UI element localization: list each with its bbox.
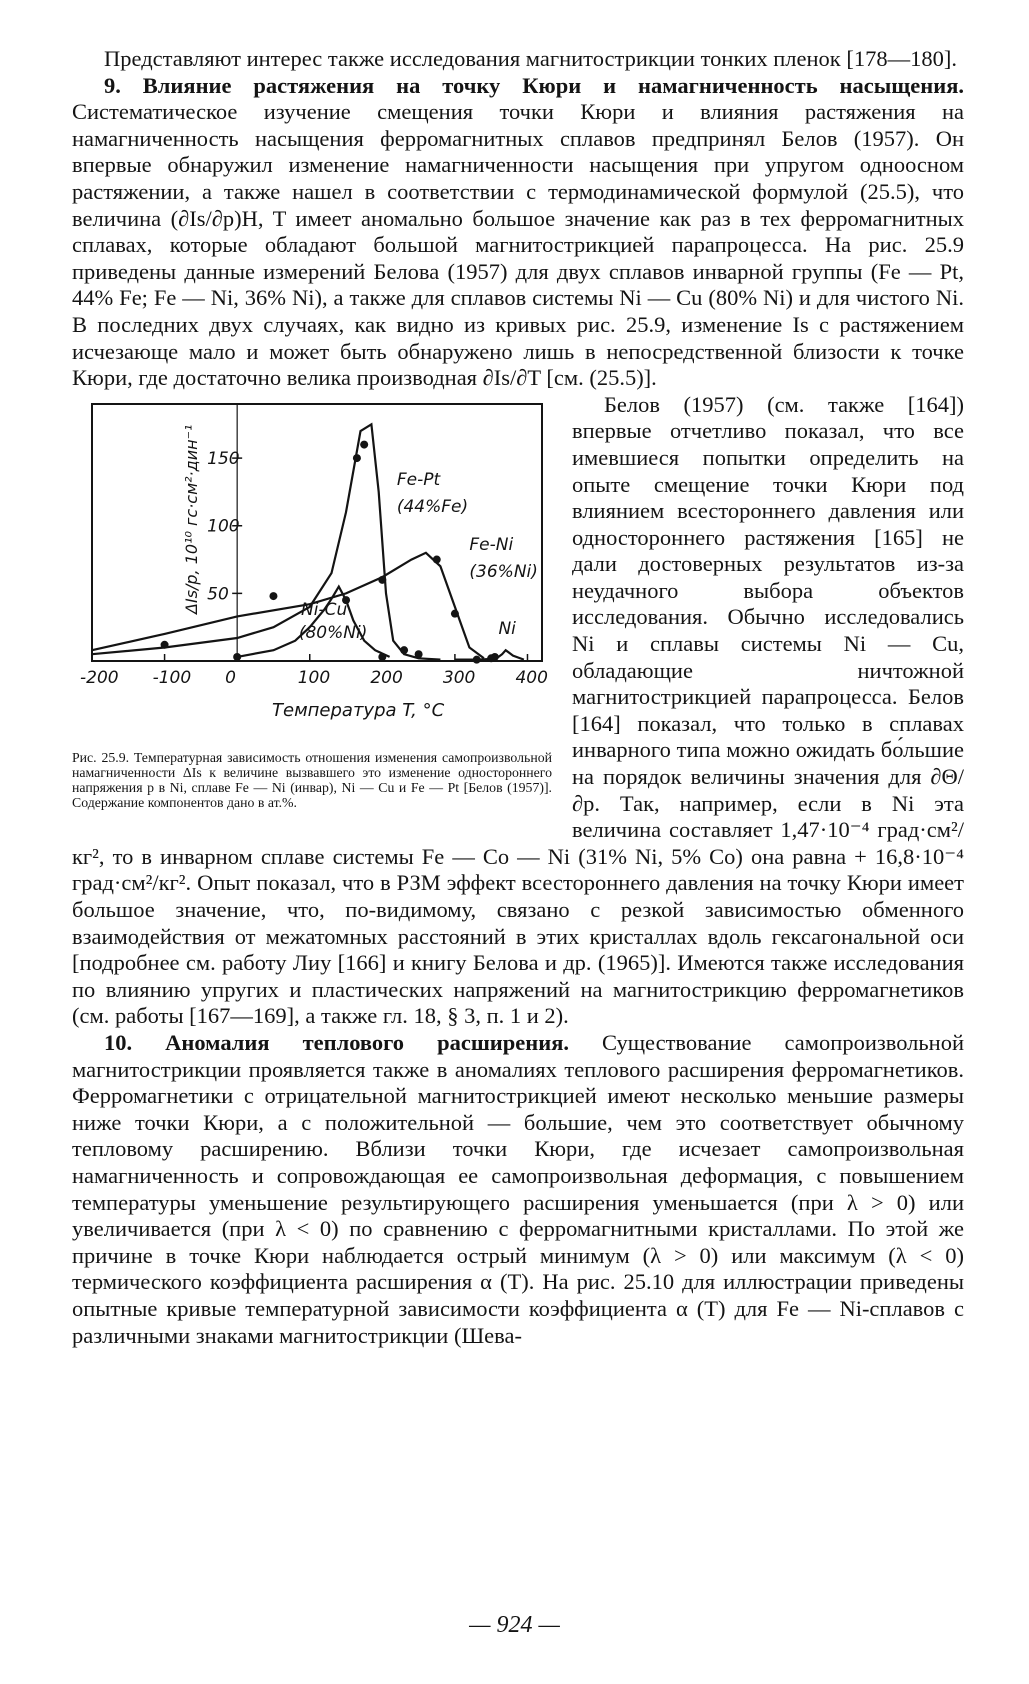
label-fe-pt: Fe-Pt [396,469,441,490]
x-tick-label: 0 [225,667,236,688]
section-9 [72,73,964,392]
data-point [473,655,481,663]
data-point [360,440,368,448]
data-point [491,653,499,661]
page-number: — 924 — [469,1612,560,1638]
series-line-0 [92,424,440,659]
section-9-heading: 9. Влияние растяжения на точку Кюри и намагниченность насыщения. [104,72,964,98]
data-point [378,653,386,661]
figure-25-9 [72,396,552,832]
label-fe-ni: Fe-Ni [469,534,514,555]
y-axis-label: ΔIs/p, 10¹⁰ гс·см²·дин⁻¹ [182,424,202,614]
section-10-heading: 10. Аномалия теплового расширения. [104,1029,569,1055]
page-body [72,46,964,1349]
section-10-text: Существование самопроизвольной магнитострикции проявляется также в аномалиях теплового расширения ферромагнетиков. Ферромагнетики с отрицательной магнитострикцией имеют несколько меньшие размеры ниже точки Кюри, а с положительной — большие, чем это соответствует обычному тепловому расширению. Вблизи точки Кюри, где исчезает самопроизвольная намагниченность и сопровождающая ее самопроизвольная деформация, с повышением температуры уменьшение результирующего расширения уменьшается (при λ > 0) или увеличивается (при λ < 0) по сравнению с ферромагнитными кристаллами. По этой же причине в точке Кюри наблюдается острый минимум (λ > 0) или максимум (λ < 0) термического коэффициента расширения α (T). На рис. 25.10 для иллюстрации приведены опытные кривые температурной зависимости коэффициента α (T) для Fe — Ni-сплавов с различными знаками магнитострикции (Шева- [72,1029,964,1348]
data-point [378,576,386,584]
x-tick-label: 300 [442,667,476,688]
data-point [233,653,241,661]
y-tick-label: 50 [207,584,229,605]
figure-caption: Рис. 25.9. Температурная зависимость отношения изменения самопроизвольной намагниченности ΔIs к величине вызвавшего это изменение одностороннего напряжения p в Ni, сплаве Fe — Ni (инвар), Ni — Cu и Fe — Pt [Белов (1957)]. Содержание компонентов дано в ат.%. [72,749,552,811]
data-point [433,555,441,563]
series-line-2 [237,586,389,656]
data-point [353,454,361,462]
paragraph-intro: Представляют интерес также исследования магнитострикции тонких пленок [178—180]. [104,46,957,71]
label-fe-ni-composition: (36%Ni) [469,561,538,582]
data-point [161,640,169,648]
x-tick-label: 400 [515,667,548,688]
section-9-text: Систематическое изучение смещения точки Кюри и влияния растяжения на намагниченность насыщения ферромагнитных сплавов предпринял Белов (1957). Он впервые обнаружил изменение намагниченности насыщения при упругом одноосном растяжении, а также нашел в соответствии с термодинамической формулой (25.5), что величина (∂Is/∂p)H, T имеет аномально большое значение как раз в тех ферромагнитных сплавах, которые обладают большой магнитострикцией парапроцесса. На рис. 25.9 приведены данные измерений Белова (1957) для двух сплавов инварной группы (Fe — Pt, 44% Fe; Fe — Ni, 36% Ni), а также для сплавов системы Ni — Cu (80% Ni) и для чистого Ni. В последних двух случаях, как видно из кривых рис. 25.9, изменение Is с растяжением исчезающе мало и может быть обнаружено лишь в непосредственной близости к точке Кюри, где достаточно велика производная ∂Is/∂T [см. (25.5)]. [72,99,964,391]
y-tick-label: 150 [207,448,240,469]
data-point [451,609,459,617]
section-10 [72,1030,964,1349]
data-point [269,592,277,600]
x-axis-label: Температура T, °C [272,699,445,721]
x-tick-label: 200 [370,667,403,688]
chart-svg [72,396,552,746]
data-point [415,650,423,658]
x-tick-label: -200 [80,667,119,688]
label-ni-cu: Ni-Cu [301,599,348,620]
paragraph-belov: Белов (1957) (см. также [164]) впервые отчетливо показал, что все имевшиеся попытки определить на опыте смещение точки Кюри под влиянием всестороннего давления или одностороннего растяжения [165] не дали достоверных результатов из-за неудачного выбора объектов исследования. Обычно исследовались Ni и сплавы системы Ni — Cu, обладающие ничтожной магнитострикцией парапроцесса. Белов [164] показал, что только в сплавах инварного типа можно ожидать бо́льшие на порядок величины значения для ∂Θ/∂p. Так, например, если в Ni эта величина составляет 1,47·10⁻⁴ град·см²/кг², то в инварном сплаве системы Fe — Co — Ni (31% Ni, 5% Co) она равна + 16,8·10⁻⁴ град·см²/кг². Опыт показал, что в РЗМ эффект всестороннего давления на точку Кюри имеет большое значение, что, по-видимому, связано с резкой зависимостью обменного взаимодействия от межатомных расстояний в этих кристаллах вдоль гексагональной оси [подробнее см. работу Лиу [166] и книгу Белова и др. (1965)]. Имеются также исследования по влиянию упругих и пластических напряжений на магнитострикцию ферромагнетиков (см. работы [167—169], а также гл. 18, § 3, п. 1 и 2). [72,391,964,1029]
label-ni: Ni [498,618,516,639]
series-line-1 [92,553,484,659]
label-fe-pt-composition: (44%Fe) [396,496,469,517]
x-tick-label: 100 [297,667,331,688]
x-tick-label: -100 [152,667,192,688]
label-ni-cu-composition: (80%Ni) [298,622,368,643]
y-tick-label: 100 [207,516,240,537]
data-point [400,646,408,654]
